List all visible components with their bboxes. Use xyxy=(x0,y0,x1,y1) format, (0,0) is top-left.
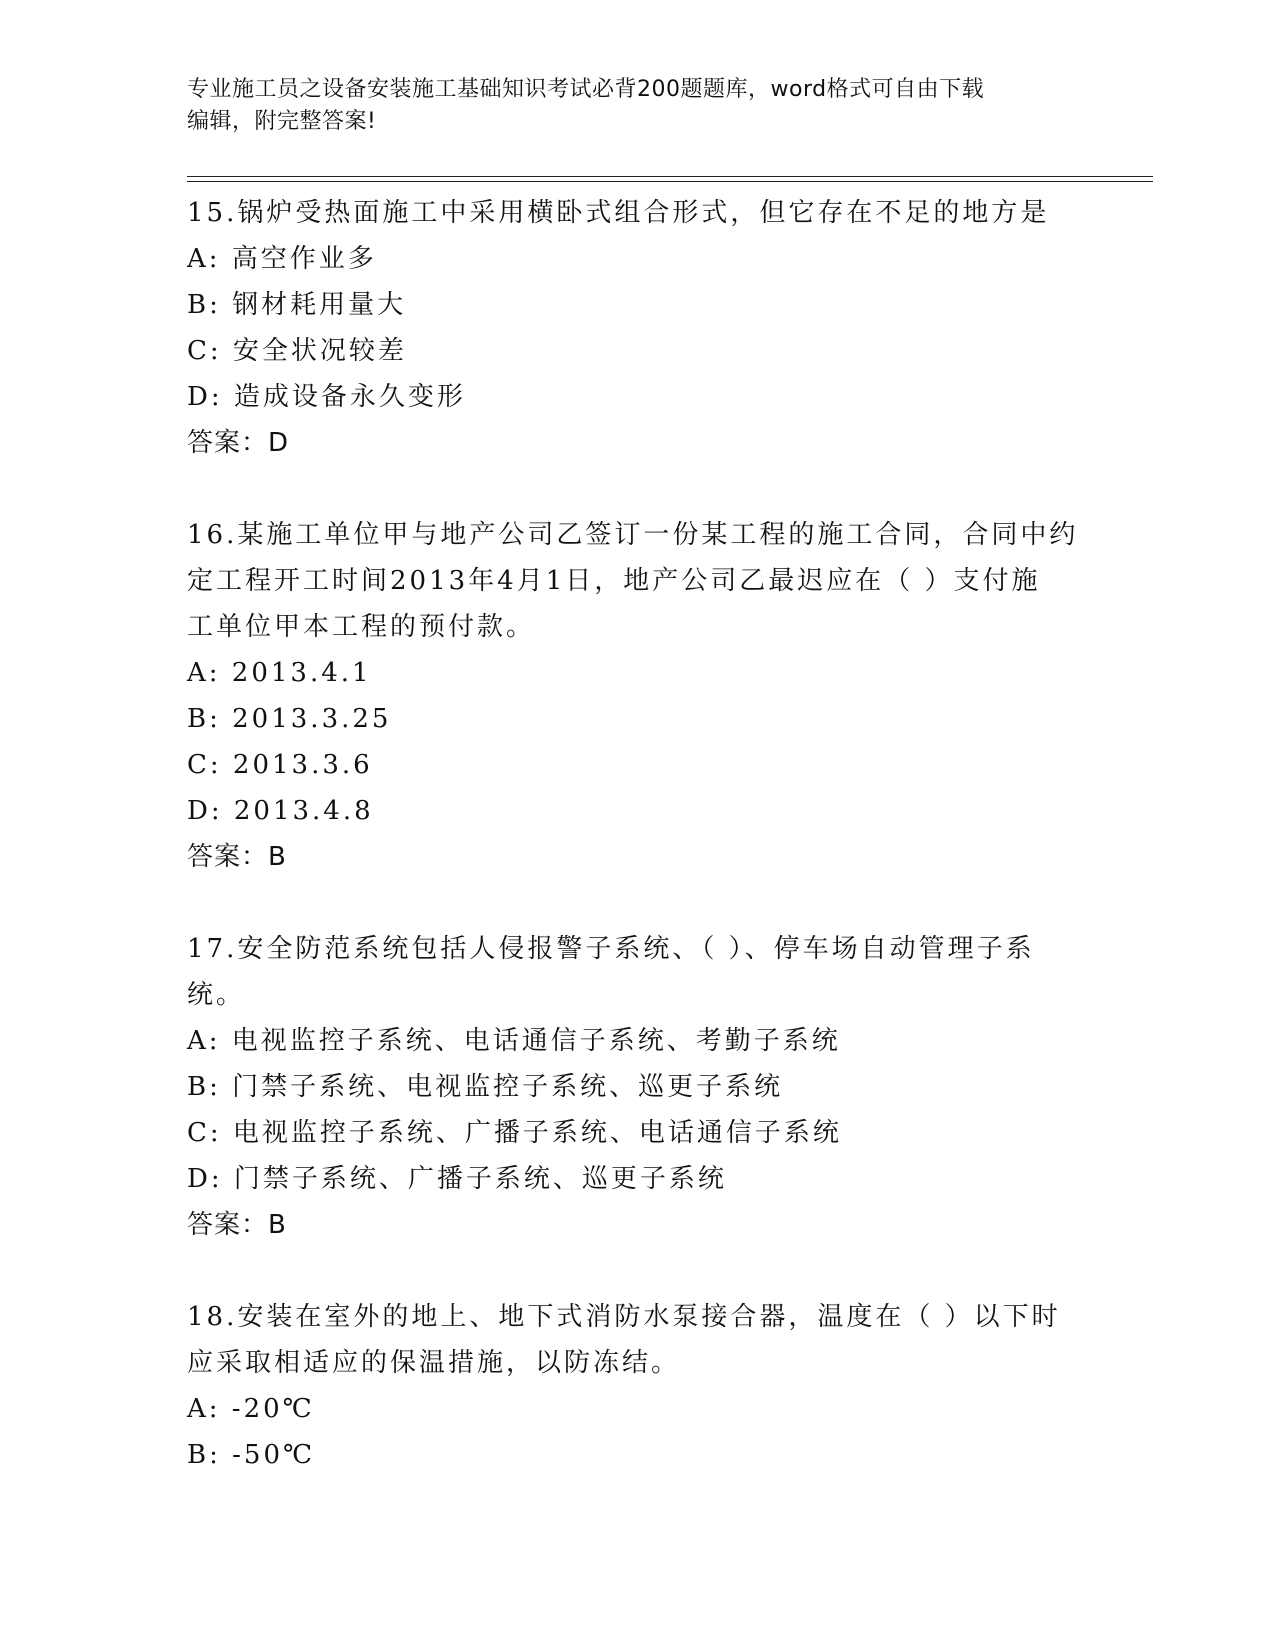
header-line-2: 编辑，附完整答案! xyxy=(187,109,377,134)
option-c: C: 安全状况较差 xyxy=(187,336,407,366)
spacer xyxy=(187,1248,1087,1294)
question-18 xyxy=(187,1294,1087,1478)
question-stem: 定工程开工时间2013年4月1日，地产公司乙最迟应在（ ）支付施 xyxy=(187,566,1041,596)
header-divider-bottom xyxy=(187,181,1153,182)
answer-label: 答案：B xyxy=(187,1210,287,1240)
question-15 xyxy=(187,190,1087,466)
question-stem: 15.锅炉受热面施工中采用横卧式组合形式，但它存在不足的地方是 xyxy=(187,198,1050,228)
option-b: B: -50℃ xyxy=(187,1440,316,1470)
option-d: D: 造成设备永久变形 xyxy=(187,382,466,412)
question-stem: 统。 xyxy=(187,980,246,1010)
option-d: D: 门禁子系统、广播子系统、巡更子系统 xyxy=(187,1164,727,1194)
spacer xyxy=(187,466,1087,512)
option-c: C: 电视监控子系统、广播子系统、电话通信子系统 xyxy=(187,1118,842,1148)
option-b: B: 门禁子系统、电视监控子系统、巡更子系统 xyxy=(187,1072,784,1102)
answer-label: 答案：D xyxy=(187,428,290,458)
question-17 xyxy=(187,926,1087,1248)
answer-label: 答案：B xyxy=(187,842,287,872)
question-16 xyxy=(187,512,1087,880)
question-stem: 18.安装在室外的地上、地下式消防水泵接合器，温度在（ ）以下时 xyxy=(187,1302,1061,1332)
option-a: A: 电视监控子系统、电话通信子系统、考勤子系统 xyxy=(187,1026,841,1056)
option-a: A: 高空作业多 xyxy=(187,244,377,274)
option-b: B: 2013.3.25 xyxy=(187,704,392,734)
header-divider-top xyxy=(187,176,1153,177)
option-d: D: 2013.4.8 xyxy=(187,796,374,826)
option-a: A: 2013.4.1 xyxy=(187,658,372,688)
spacer xyxy=(187,880,1087,926)
option-a: A: -20℃ xyxy=(187,1394,315,1424)
question-stem: 17.安全防范系统包括人侵报警子系统、（ ）、停车场自动管理子系 xyxy=(187,934,1035,964)
option-b: B: 钢材耗用量大 xyxy=(187,290,407,320)
questions-list xyxy=(187,190,1087,1478)
header-line-1: 专业施工员之设备安装施工基础知识考试必背200题题库，word格式可自由下载 xyxy=(187,77,985,102)
question-stem: 16.某施工单位甲与地产公司乙签订一份某工程的施工合同，合同中约 xyxy=(187,520,1079,550)
option-c: C: 2013.3.6 xyxy=(187,750,373,780)
document-header xyxy=(187,74,1067,138)
question-stem: 应采取相适应的保温措施，以防冻结。 xyxy=(187,1348,681,1378)
question-stem: 工单位甲本工程的预付款。 xyxy=(187,612,536,642)
